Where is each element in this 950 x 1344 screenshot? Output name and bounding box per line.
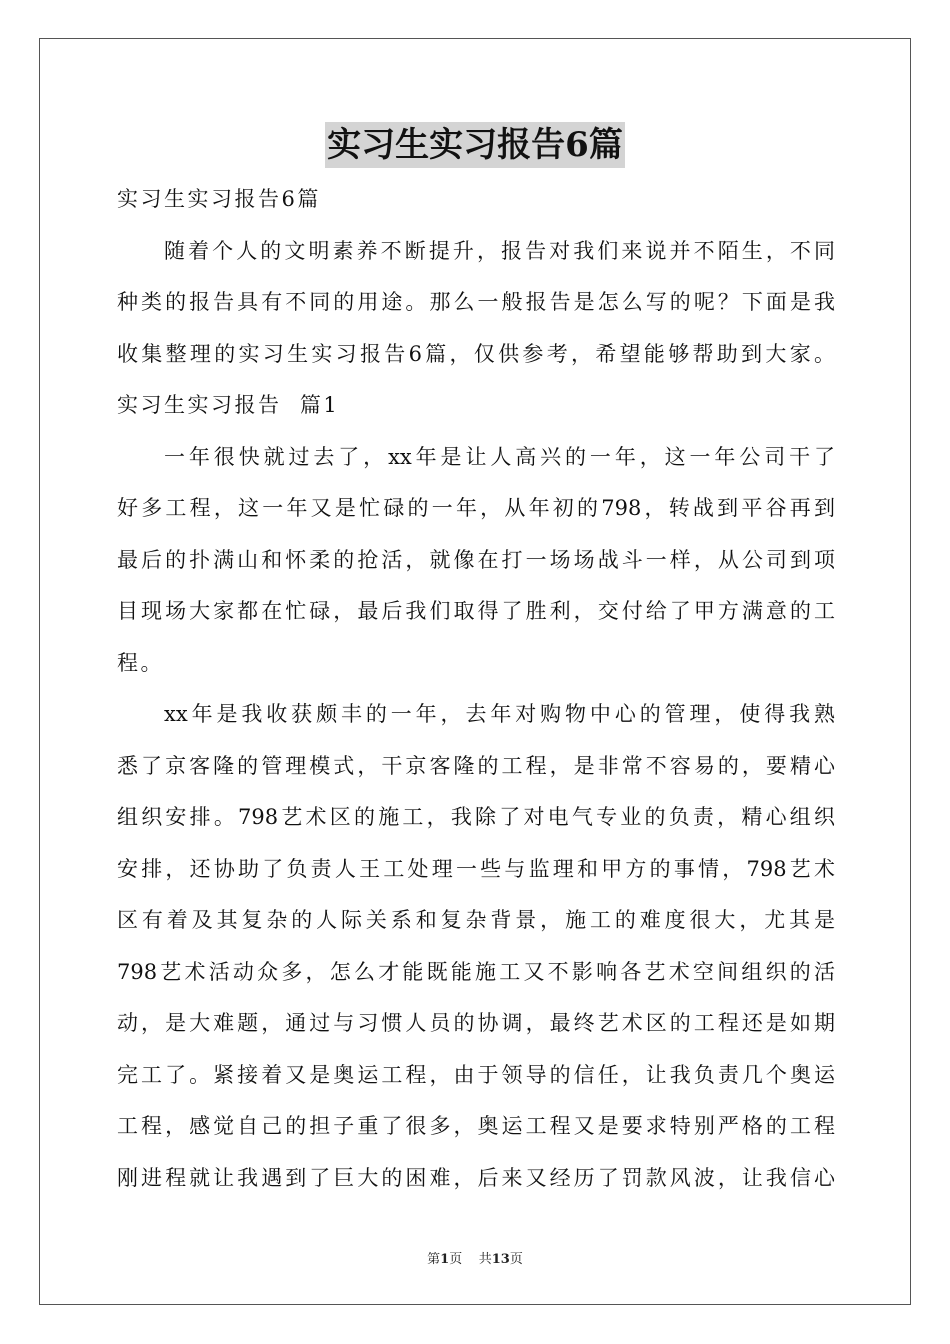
text-line: 完工了。紧接着又是奥运工程，由于领导的信任，让我负责几个奥运 xyxy=(117,1062,835,1087)
footer-middle: 页 共 xyxy=(449,1252,492,1267)
text-line: 动，是大难题，通过与习惯人员的协调，最终艺术区的工程还是如期 xyxy=(117,1011,835,1035)
text-line: xx年是我收获颇丰的一年，去年对购物中心的管理，使得我熟 xyxy=(164,702,835,726)
text-line: 收集整理的实习生实习报告6篇，仅供参考，希望能够帮助到大家。 xyxy=(117,341,835,366)
footer-page-number: 1 xyxy=(440,1252,450,1267)
text-line: 悉了京客隆的管理模式，干京客隆的工程，是非常不容易的，要精心 xyxy=(117,753,835,778)
page-footer xyxy=(0,1248,950,1267)
text-line: 一年很快就过去了，xx年是让人高兴的一年，这一年公司干了 xyxy=(164,444,835,469)
document-body xyxy=(117,174,835,1204)
text-line: 刚进程就让我遇到了巨大的困难，后来又经历了罚款风波，让我信心 xyxy=(117,1165,835,1190)
text-line: 最后的扑满山和怀柔的抢活，就像在打一场场战斗一样，从公司到项 xyxy=(117,547,835,572)
document-title: 实习生实习报告6篇 xyxy=(325,122,625,168)
text-line: 目现场大家都在忙碌，最后我们取得了胜利，交付给了甲方满意的工 xyxy=(117,599,835,623)
text-line: 随着个人的文明素养不断提升，报告对我们来说并不陌生，不同 xyxy=(164,238,835,263)
title-container xyxy=(0,122,950,168)
text-line: 工程，感觉自己的担子重了很多，奥运工程又是要求特别严格的工程 xyxy=(117,1114,835,1138)
text-line: 实习生实习报告6篇 xyxy=(117,187,321,211)
text-line: 程。 xyxy=(117,650,164,675)
text-line: 实习生实习报告 篇1 xyxy=(117,393,340,417)
text-line: 好多工程，这一年又是忙碌的一年，从年初的798，转战到平谷再到 xyxy=(117,496,835,520)
text-line: 种类的报告具有不同的用途。那么一般报告是怎么写的呢？下面是我 xyxy=(117,290,835,314)
text-line: 安排，还协助了负责人王工处理一些与监理和甲方的事情，798艺术 xyxy=(117,856,835,881)
footer-prefix: 第 xyxy=(427,1252,441,1267)
footer-total-pages: 13 xyxy=(491,1252,510,1267)
text-line: 组织安排。798艺术区的施工，我除了对电气专业的负责，精心组织 xyxy=(117,805,835,829)
footer-suffix: 页 xyxy=(509,1252,523,1267)
text-line: 区有着及其复杂的人际关系和复杂背景，施工的难度很大，尤其是 xyxy=(117,908,835,932)
text-line: 798艺术活动众多，怎么才能既能施工又不影响各艺术空间组织的活 xyxy=(117,959,835,984)
